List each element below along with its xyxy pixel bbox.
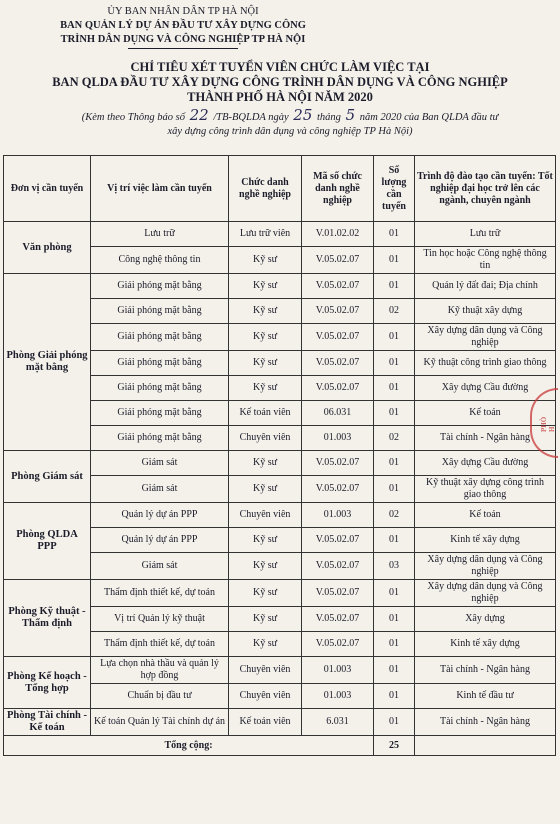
position-cell: Thẩm định thiết kế, dự toán <box>91 632 229 657</box>
table-row <box>4 451 556 476</box>
edu-cell: Kế toán <box>415 401 556 426</box>
title-cell: Kế toán viên <box>229 709 302 736</box>
title-cell: Chuyên viên <box>229 426 302 451</box>
code-cell: V.05.02.07 <box>302 324 374 351</box>
qty-cell: 01 <box>374 351 415 376</box>
title-cell: Kỹ sư <box>229 324 302 351</box>
subtitle-text: (Kèm theo Thông báo số <box>81 112 188 123</box>
title-cell: Kỹ sư <box>229 299 302 324</box>
title-cell: Chuyên viên <box>229 503 302 528</box>
edu-cell: Kinh tế xây dựng <box>415 632 556 657</box>
title-cell: Kế toán viên <box>229 401 302 426</box>
position-cell: Lưu trữ <box>91 222 229 247</box>
notice-month: 5 <box>345 106 356 124</box>
code-cell: V.05.02.07 <box>302 274 374 299</box>
header-unit: Đơn vị cần tuyển <box>4 156 91 222</box>
subtitle-text: /TB-BQLDA ngày <box>210 112 292 123</box>
title-cell: Kỹ sư <box>229 274 302 299</box>
position-cell: Giải phóng mặt bằng <box>91 351 229 376</box>
table-row <box>4 580 556 607</box>
unit-cell: Phòng Kỹ thuật - Thẩm định <box>4 580 91 657</box>
org-line-1: ỦY BAN NHÂN DÂN TP HÀ NỘI <box>107 6 259 17</box>
position-cell: Giải phóng mặt bằng <box>91 401 229 426</box>
position-cell: Giám sát <box>91 476 229 503</box>
table-header-row <box>4 156 556 222</box>
edu-cell: Xây dựng <box>415 607 556 632</box>
position-cell: Quản lý dự án PPP <box>91 503 229 528</box>
edu-cell: Xây dựng Cầu đường <box>415 451 556 476</box>
unit-cell: Phòng Tài chính - Kế toán <box>4 709 91 736</box>
position-cell: Vị trí Quản lý kỹ thuật <box>91 607 229 632</box>
edu-cell: Tài chính - Ngân hàng <box>415 426 556 451</box>
table-row <box>4 709 556 736</box>
qty-cell: 01 <box>374 274 415 299</box>
title-cell: Chuyên viên <box>229 657 302 684</box>
code-cell: V.05.02.07 <box>302 580 374 607</box>
title-line-3: THÀNH PHỐ HÀ NỘI NĂM 2020 <box>187 90 373 104</box>
title-cell: Kỹ sư <box>229 553 302 580</box>
edu-cell: Xây dựng dân dụng và Công nghiệp <box>415 580 556 607</box>
code-cell: 01.003 <box>302 503 374 528</box>
table-row <box>4 274 556 299</box>
qty-cell: 02 <box>374 426 415 451</box>
title-cell: Kỹ sư <box>229 451 302 476</box>
title-cell: Kỹ sư <box>229 607 302 632</box>
title-line-1: CHỈ TIÊU XÉT TUYỂN VIÊN CHỨC LÀM VIỆC TẠI <box>130 60 430 74</box>
code-cell: V.01.02.02 <box>302 222 374 247</box>
unit-cell: Phòng Kế hoạch - Tổng hợp <box>4 657 91 709</box>
title-cell: Kỹ sư <box>229 632 302 657</box>
edu-cell: Kế toán <box>415 503 556 528</box>
total-row <box>4 736 556 756</box>
title-cell: Kỹ sư <box>229 376 302 401</box>
code-cell: V.05.02.07 <box>302 632 374 657</box>
edu-cell: Tài chính - Ngân hàng <box>415 657 556 684</box>
header-code: Mã số chức danh nghề nghiệp <box>302 156 374 222</box>
header-education: Trình độ đào tạo cần tuyển: Tốt nghiệp đại học trở lên các ngành, chuyên ngành <box>415 156 556 222</box>
unit-cell: Văn phòng <box>4 222 91 274</box>
position-cell: Quản lý dự án PPP <box>91 528 229 553</box>
issuing-organization <box>58 5 308 49</box>
document-title <box>0 60 560 105</box>
code-cell: 6.031 <box>302 709 374 736</box>
code-cell: V.05.02.07 <box>302 528 374 553</box>
table-row <box>4 222 556 247</box>
position-cell: Giám sát <box>91 451 229 476</box>
code-cell: V.05.02.07 <box>302 299 374 324</box>
edu-cell: Kinh tế đầu tư <box>415 684 556 709</box>
edu-cell: Kỹ thuật công trình giao thông <box>415 351 556 376</box>
code-cell: V.05.02.07 <box>302 247 374 274</box>
table-row <box>4 657 556 684</box>
position-cell: Giải phóng mặt bằng <box>91 376 229 401</box>
position-cell: Giải phóng mặt bằng <box>91 426 229 451</box>
code-cell: 01.003 <box>302 684 374 709</box>
subtitle-line-2: xây dựng công trình dân dụng và công nghiệp TP Hà Nội) <box>167 126 413 137</box>
position-cell: Giải phóng mặt bằng <box>91 299 229 324</box>
position-cell: Giải phóng mặt bằng <box>91 324 229 351</box>
qty-cell: 01 <box>374 528 415 553</box>
code-cell: V.05.02.07 <box>302 451 374 476</box>
position-cell: Lựa chọn nhà thầu và quản lý hợp đồng <box>91 657 229 684</box>
qty-cell: 01 <box>374 451 415 476</box>
qty-cell: 01 <box>374 324 415 351</box>
position-cell: Giám sát <box>91 553 229 580</box>
header-qty: Số lượng cần tuyển <box>374 156 415 222</box>
qty-cell: 01 <box>374 476 415 503</box>
code-cell: V.05.02.07 <box>302 553 374 580</box>
edu-cell: Xây dựng dân dụng và Công nghiệp <box>415 324 556 351</box>
qty-cell: 01 <box>374 709 415 736</box>
edu-cell: Quản lý đất đai; Địa chính <box>415 274 556 299</box>
qty-cell: 01 <box>374 222 415 247</box>
subtitle-text: tháng <box>314 112 344 123</box>
org-line-3: TRÌNH DÂN DỤNG VÀ CÔNG NGHIỆP TP HÀ NỘI <box>60 34 306 45</box>
qty-cell: 02 <box>374 299 415 324</box>
qty-cell: 01 <box>374 580 415 607</box>
total-label: Tổng cộng: <box>4 736 374 756</box>
qty-cell: 01 <box>374 247 415 274</box>
code-cell: 06.031 <box>302 401 374 426</box>
qty-cell: 01 <box>374 684 415 709</box>
edu-cell: Lưu trữ <box>415 222 556 247</box>
qty-cell: 02 <box>374 503 415 528</box>
notice-number: 22 <box>189 106 209 124</box>
table-row <box>4 503 556 528</box>
edu-cell: Xây dựng dân dụng và Công nghiệp <box>415 553 556 580</box>
org-underline <box>128 48 238 49</box>
qty-cell: 01 <box>374 401 415 426</box>
title-line-2: BAN QLDA ĐẦU TƯ XÂY DỰNG CÔNG TRÌNH DÂN DỤNG VÀ CÔNG NGHIỆP <box>52 75 508 89</box>
title-cell: Kỹ sư <box>229 476 302 503</box>
total-value: 25 <box>374 736 415 756</box>
position-cell: Công nghệ thông tin <box>91 247 229 274</box>
qty-cell: 01 <box>374 632 415 657</box>
title-cell: Kỹ sư <box>229 528 302 553</box>
qty-cell: 01 <box>374 376 415 401</box>
code-cell: V.05.02.07 <box>302 476 374 503</box>
unit-cell: Phòng Giám sát <box>4 451 91 503</box>
qty-cell: 03 <box>374 553 415 580</box>
header-title: Chức danh nghề nghiệp <box>229 156 302 222</box>
title-cell: Chuyên viên <box>229 684 302 709</box>
title-cell: Lưu trữ viên <box>229 222 302 247</box>
position-cell: Kế toán Quản lý Tài chính dự án <box>91 709 229 736</box>
header-position: Vị trí việc làm cần tuyển <box>91 156 229 222</box>
position-cell: Giải phóng mặt bằng <box>91 274 229 299</box>
code-cell: V.05.02.07 <box>302 607 374 632</box>
total-empty-cell <box>415 736 556 756</box>
org-line-2: BAN QUẢN LÝ DỰ ÁN ĐẦU TƯ XÂY DỰNG CÔNG <box>60 20 306 31</box>
stamp-text: PHÒ H <box>540 416 556 432</box>
edu-cell: Kỹ thuật xây dựng công trình giao thông <box>415 476 556 503</box>
code-cell: 01.003 <box>302 426 374 451</box>
position-cell: Chuẩn bị đầu tư <box>91 684 229 709</box>
edu-cell: Xây dựng Cầu đường <box>415 376 556 401</box>
unit-cell: Phòng Giải phóng mặt bằng <box>4 274 91 451</box>
document-subtitle <box>40 108 540 139</box>
qty-cell: 01 <box>374 607 415 632</box>
notice-day: 25 <box>293 106 313 124</box>
position-cell: Thẩm định thiết kế, dự toán <box>91 580 229 607</box>
unit-cell: Phòng QLDA PPP <box>4 503 91 580</box>
edu-cell: Tài chính - Ngân hàng <box>415 709 556 736</box>
subtitle-text: năm 2020 của Ban QLDA đầu tư <box>357 112 499 123</box>
edu-cell: Kinh tế xây dựng <box>415 528 556 553</box>
recruitment-table <box>3 155 556 756</box>
code-cell: V.05.02.07 <box>302 351 374 376</box>
edu-cell: Tin học hoặc Công nghệ thông tin <box>415 247 556 274</box>
title-cell: Kỹ sư <box>229 351 302 376</box>
code-cell: 01.003 <box>302 657 374 684</box>
title-cell: Kỹ sư <box>229 580 302 607</box>
code-cell: V.05.02.07 <box>302 376 374 401</box>
subtitle-line-1 <box>40 108 540 125</box>
table-body <box>4 222 556 756</box>
qty-cell: 01 <box>374 657 415 684</box>
edu-cell: Kỹ thuật xây dựng <box>415 299 556 324</box>
title-cell: Kỹ sư <box>229 247 302 274</box>
